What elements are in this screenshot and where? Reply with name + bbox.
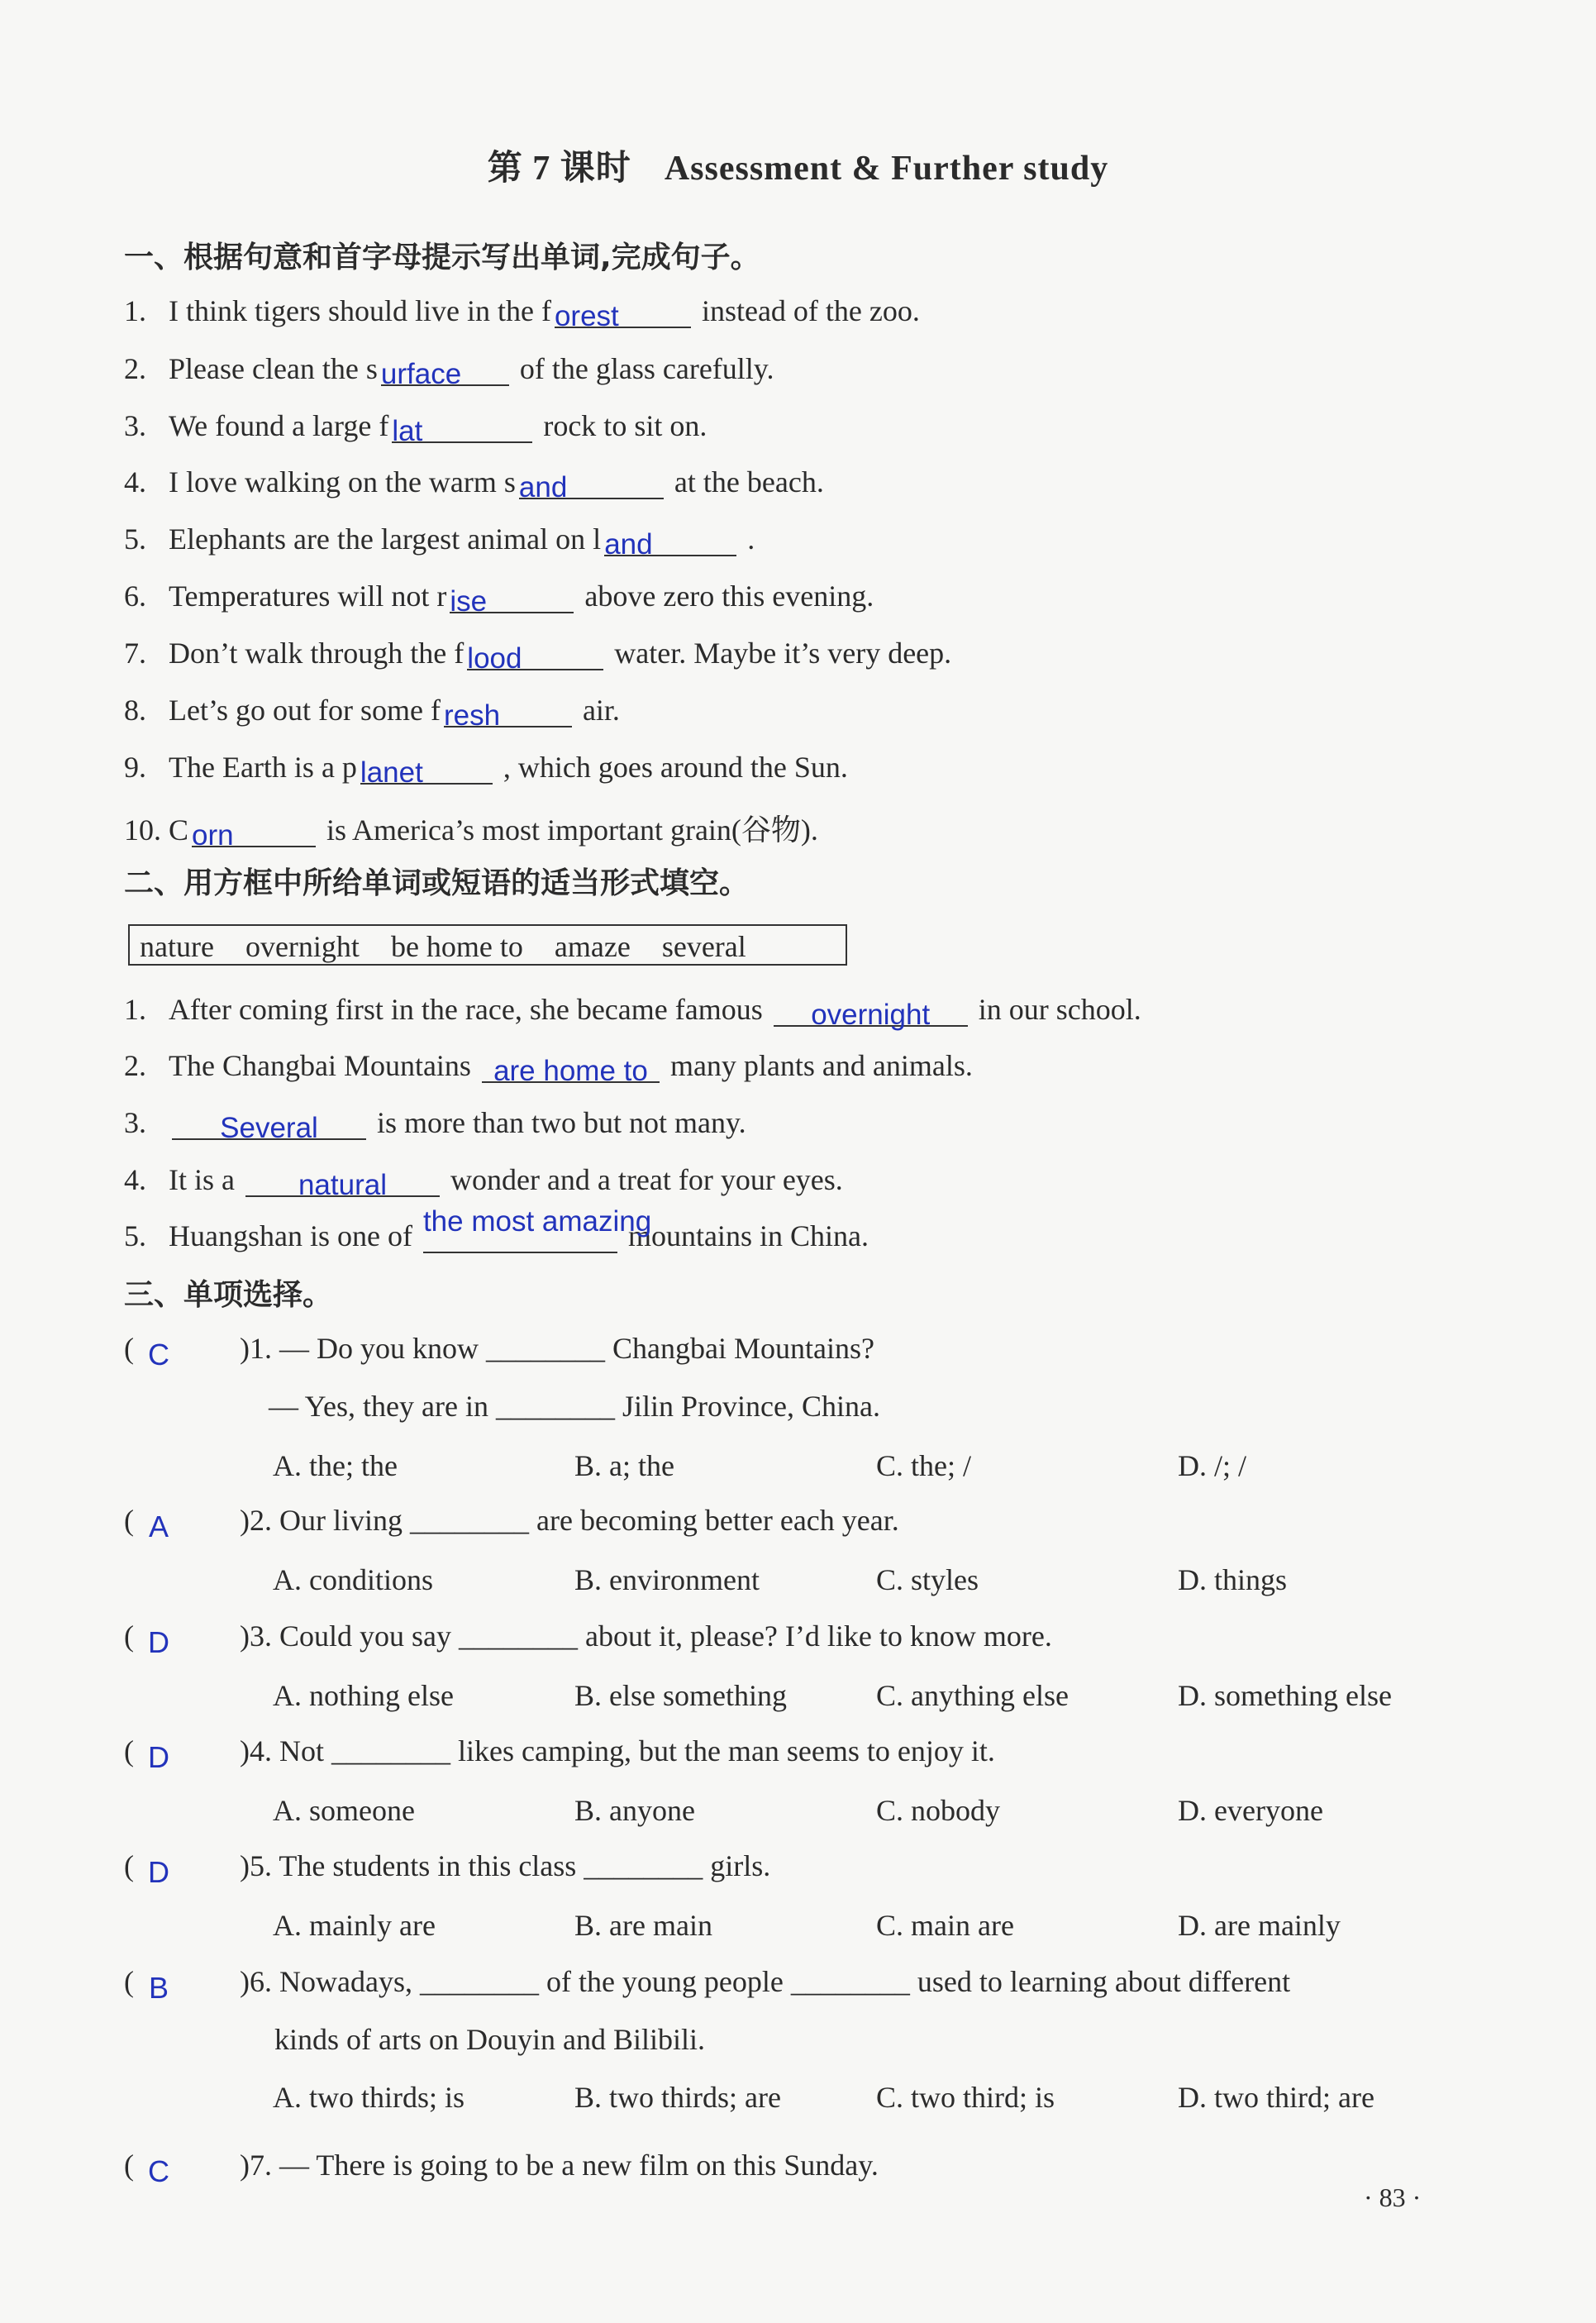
handwritten-choice: A bbox=[148, 1510, 169, 1543]
answer-option[interactable]: A. conditions bbox=[273, 1563, 433, 1596]
word-box bbox=[128, 924, 847, 966]
answer-blank[interactable] bbox=[380, 351, 509, 390]
answer-parens[interactable] bbox=[124, 1848, 240, 1889]
mc-question bbox=[124, 2148, 879, 2188]
mc-question bbox=[124, 1734, 995, 1774]
initial-letter: f bbox=[454, 637, 465, 670]
fill-sentence bbox=[124, 1048, 973, 1087]
title-cn: 第 7 课时 bbox=[487, 150, 631, 188]
section1-heading: 一、根据句意和首字母提示写出单词,完成句子。 bbox=[124, 241, 760, 274]
handwritten-answer: natural bbox=[298, 1169, 387, 1201]
question-text: Not ________ likes camping, but the man seems to enjoy it. bbox=[279, 1734, 995, 1767]
answer-parens[interactable] bbox=[124, 1734, 240, 1774]
handwritten-choice: D bbox=[148, 1855, 169, 1889]
sentence-text: I love walking on the warm bbox=[169, 465, 504, 498]
handwritten-answer: lanet bbox=[360, 756, 423, 789]
answer-blank[interactable] bbox=[482, 1048, 660, 1087]
mc-question bbox=[124, 1848, 771, 1889]
sentence-text: I think tigers should live in the bbox=[169, 294, 541, 327]
handwritten-answer: and bbox=[604, 528, 653, 560]
section2-heading: 二、用方框中所给单词或短语的适当形式填空。 bbox=[124, 866, 750, 900]
question-number: )6. bbox=[240, 1965, 279, 1998]
sentence-text: wonder and a treat for your eyes. bbox=[442, 1163, 843, 1196]
handwritten-answer: lat bbox=[392, 415, 423, 447]
word-box-item: amaze bbox=[554, 930, 631, 963]
answer-blank[interactable] bbox=[467, 636, 603, 675]
initial-letter: f bbox=[541, 294, 551, 327]
answer-option[interactable]: A. nothing else bbox=[273, 1679, 454, 1712]
answer-blank[interactable] bbox=[172, 1105, 366, 1144]
sentence-text: above zero this evening. bbox=[577, 580, 874, 613]
page-number: · 83 · bbox=[1364, 2182, 1422, 2212]
question-number: 3. bbox=[124, 1106, 146, 1139]
initial-letter: r bbox=[436, 580, 447, 613]
question-number: )1. bbox=[240, 1332, 279, 1365]
sentence-text: many plants and animals. bbox=[662, 1049, 973, 1082]
fill-sentence bbox=[124, 1205, 869, 1253]
handwritten-choice: B bbox=[148, 1971, 169, 2005]
mc-question bbox=[124, 1619, 1052, 1659]
sentence-text: in our school. bbox=[970, 993, 1141, 1026]
handwritten-answer: Several bbox=[220, 1112, 318, 1144]
handwritten-answer: are home to bbox=[493, 1055, 648, 1087]
initial-letter: C bbox=[169, 813, 189, 847]
initial-letter: s bbox=[503, 465, 516, 498]
paren-open: ( bbox=[124, 2149, 134, 2182]
question-number: )3. bbox=[240, 1619, 279, 1653]
question-continuation: — Yes, they are in ________ Jilin Province, China. bbox=[269, 1390, 880, 1423]
answer-option[interactable]: D. two third; are bbox=[1178, 2081, 1374, 2114]
handwritten-answer: urface bbox=[380, 358, 462, 390]
sentence-text: The Earth is a bbox=[169, 751, 342, 784]
question-text: The students in this class ________ girls. bbox=[279, 1849, 771, 1882]
sentence-text: instead of the zoo. bbox=[693, 294, 920, 327]
sentence-text: Please clean the bbox=[169, 352, 366, 385]
answer-option[interactable]: C. styles bbox=[876, 1563, 979, 1596]
answer-option[interactable]: D. things bbox=[1178, 1563, 1288, 1596]
sentence-text: is America’s most important grain(谷物). bbox=[319, 813, 818, 847]
initial-letter: f bbox=[379, 409, 389, 442]
word-box-item: be home to bbox=[390, 930, 523, 963]
answer-blank[interactable] bbox=[518, 465, 664, 503]
answer-option[interactable]: C. anything else bbox=[876, 1679, 1069, 1712]
fill-sentence bbox=[124, 293, 920, 332]
fill-sentence bbox=[124, 522, 755, 560]
word-box-item: nature bbox=[140, 930, 214, 963]
sentence-text: After coming first in the race, she became famous bbox=[169, 993, 770, 1026]
handwritten-choice: D bbox=[148, 1740, 169, 1774]
answer-option[interactable]: D. everyone bbox=[1178, 1794, 1323, 1827]
question-number: )4. bbox=[240, 1734, 279, 1767]
answer-parens[interactable] bbox=[124, 1331, 240, 1371]
fill-sentence bbox=[124, 408, 707, 447]
answer-blank[interactable] bbox=[774, 992, 968, 1031]
handwritten-answer: orn bbox=[192, 819, 234, 851]
question-number: 4. bbox=[124, 465, 146, 498]
answer-blank[interactable] bbox=[422, 1205, 652, 1253]
answer-option[interactable]: C. nobody bbox=[876, 1794, 1001, 1827]
answer-option[interactable]: C. the; / bbox=[876, 1449, 971, 1482]
sentence-text: Don’t walk through the bbox=[169, 637, 455, 670]
handwritten-answer: lood bbox=[467, 642, 522, 675]
handwritten-choice: C bbox=[148, 2154, 169, 2188]
answer-blank[interactable] bbox=[604, 522, 736, 560]
sentence-text: air. bbox=[574, 694, 620, 727]
question-number: 2. bbox=[124, 352, 146, 385]
question-number: 6. bbox=[124, 580, 146, 613]
fill-sentence bbox=[124, 807, 818, 849]
handwritten-choice: C bbox=[148, 1338, 169, 1371]
fill-sentence bbox=[124, 693, 620, 732]
question-number: 9. bbox=[124, 751, 146, 784]
sentence-text: water. Maybe it’s very deep. bbox=[607, 637, 952, 670]
answer-parens[interactable] bbox=[124, 2148, 240, 2188]
initial-letter: p bbox=[341, 751, 357, 784]
answer-option[interactable]: D. are mainly bbox=[1178, 1909, 1341, 1942]
answer-blank[interactable] bbox=[360, 750, 493, 789]
sentence-text: Elephants are the largest animal on bbox=[169, 522, 593, 556]
sentence-text: , which goes around the Sun. bbox=[495, 751, 848, 784]
sentence-text: We found a large bbox=[169, 409, 379, 442]
question-continuation: kinds of arts on Douyin and Bilibili. bbox=[274, 2023, 705, 2056]
handwritten-answer: ise bbox=[450, 585, 488, 618]
answer-option[interactable]: A. someone bbox=[273, 1794, 415, 1827]
fill-sentence bbox=[124, 465, 824, 503]
sentence-text: at the beach. bbox=[666, 465, 824, 498]
page-title bbox=[0, 141, 1596, 190]
mc-question bbox=[124, 1964, 1291, 2005]
paren-open: ( bbox=[124, 1734, 134, 1767]
question-number: 5. bbox=[124, 1219, 146, 1252]
paren-open: ( bbox=[124, 1619, 134, 1653]
sentence-text: Let’s go out for some bbox=[169, 694, 431, 727]
handwritten-answer: the most amazing bbox=[422, 1205, 652, 1238]
handwritten-answer: overnight bbox=[811, 999, 931, 1031]
answer-option[interactable]: A. mainly are bbox=[273, 1909, 436, 1942]
answer-option[interactable]: A. two thirds; is bbox=[273, 2081, 465, 2114]
paren-open: ( bbox=[124, 1504, 134, 1537]
question-text: Nowadays, ________ of the young people ________ used to learning about different bbox=[279, 1965, 1291, 1998]
answer-blank[interactable] bbox=[245, 1162, 440, 1201]
question-number: )2. bbox=[240, 1504, 279, 1537]
question-text: Our living ________ are becoming better each year. bbox=[279, 1504, 899, 1537]
section3-heading: 三、单项选择。 bbox=[124, 1278, 333, 1312]
fill-sentence bbox=[124, 351, 774, 390]
fill-sentence bbox=[124, 750, 848, 789]
mc-question bbox=[124, 1331, 874, 1371]
answer-option[interactable]: B. are main bbox=[574, 1909, 712, 1942]
sentence-text: It is a bbox=[169, 1163, 242, 1196]
answer-option[interactable]: B. anyone bbox=[574, 1794, 695, 1827]
answer-blank[interactable] bbox=[443, 693, 572, 732]
fill-sentence bbox=[124, 1162, 843, 1201]
question-number: )5. bbox=[240, 1849, 279, 1882]
question-number: 3. bbox=[124, 409, 146, 442]
question-number: 7. bbox=[124, 637, 146, 670]
answer-blank[interactable] bbox=[450, 579, 574, 618]
initial-letter: f bbox=[430, 694, 441, 727]
paren-open: ( bbox=[124, 1332, 134, 1365]
handwritten-answer: and bbox=[518, 471, 568, 503]
sentence-text: of the glass carefully. bbox=[512, 352, 774, 385]
sentence-text: Huangshan is one of bbox=[169, 1219, 420, 1252]
handwritten-choice: D bbox=[148, 1625, 169, 1659]
sentence-text: mountains in China. bbox=[620, 1219, 869, 1252]
answer-blank[interactable] bbox=[192, 813, 316, 851]
question-number: 1. bbox=[124, 993, 146, 1026]
question-number: 2. bbox=[124, 1049, 146, 1082]
answer-option[interactable]: B. environment bbox=[574, 1563, 760, 1596]
answer-option[interactable]: B. a; the bbox=[574, 1449, 674, 1482]
question-text: — There is going to be a new film on this Sunday. bbox=[279, 2149, 879, 2182]
answer-option[interactable]: D. /; / bbox=[1178, 1449, 1247, 1482]
fill-sentence bbox=[124, 992, 1141, 1031]
answer-parens[interactable] bbox=[124, 1964, 240, 2005]
initial-letter: l bbox=[593, 522, 602, 556]
question-number: 5. bbox=[124, 522, 146, 556]
fill-sentence bbox=[124, 579, 874, 618]
question-text: — Do you know ________ Changbai Mountains? bbox=[279, 1332, 874, 1365]
question-number: 8. bbox=[124, 694, 146, 727]
word-box-item: overnight bbox=[245, 930, 360, 963]
sentence-text: is more than two but not many. bbox=[369, 1106, 746, 1139]
paren-open: ( bbox=[124, 1849, 134, 1882]
answer-blank[interactable] bbox=[554, 293, 691, 332]
sentence-text: Temperatures will not bbox=[169, 580, 437, 613]
answer-parens[interactable] bbox=[124, 1619, 240, 1659]
title-en: Assessment & Further study bbox=[664, 150, 1109, 188]
handwritten-answer: orest bbox=[554, 300, 619, 332]
word-box-item: several bbox=[661, 930, 746, 963]
handwritten-answer: resh bbox=[443, 699, 501, 732]
answer-option[interactable]: C. main are bbox=[876, 1909, 1014, 1942]
answer-option[interactable]: A. the; the bbox=[273, 1449, 398, 1482]
sentence-text: The Changbai Mountains bbox=[169, 1049, 479, 1082]
answer-parens[interactable] bbox=[124, 1503, 240, 1543]
mc-question bbox=[124, 1503, 899, 1543]
answer-option[interactable]: B. else something bbox=[574, 1679, 787, 1712]
question-text: Could you say ________ about it, please? I’d like to know more. bbox=[279, 1619, 1052, 1653]
sentence-text: . bbox=[740, 522, 755, 556]
question-number: 10. bbox=[124, 813, 161, 847]
question-number: 1. bbox=[124, 294, 146, 327]
question-number: 4. bbox=[124, 1163, 146, 1196]
answer-blank[interactable] bbox=[392, 408, 532, 447]
question-number: )7. bbox=[240, 2149, 279, 2182]
answer-option[interactable]: C. two third; is bbox=[876, 2081, 1055, 2114]
paren-open: ( bbox=[124, 1965, 134, 1998]
fill-sentence bbox=[124, 1105, 746, 1144]
answer-option[interactable]: D. something else bbox=[1178, 1679, 1392, 1712]
fill-sentence bbox=[124, 636, 952, 675]
answer-option[interactable]: B. two thirds; are bbox=[574, 2081, 781, 2114]
initial-letter: s bbox=[365, 352, 378, 385]
sentence-text: rock to sit on. bbox=[536, 409, 707, 442]
